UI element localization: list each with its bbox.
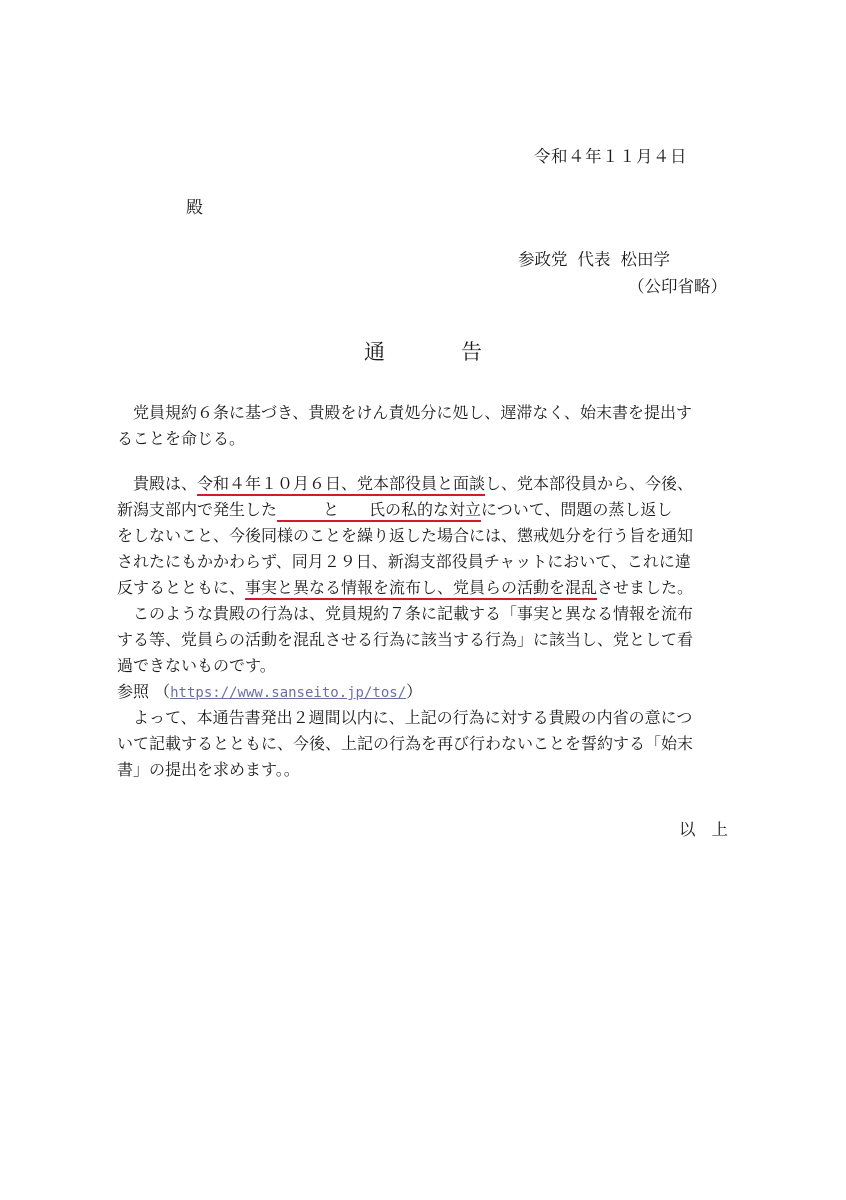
sender bbox=[518, 246, 670, 270]
title-char-1: 通 bbox=[364, 340, 385, 364]
reference-link[interactable]: https://www.sanseito.jp/tos/ bbox=[170, 685, 407, 701]
paragraph4-line3: 書」の提出を求めます。。 bbox=[117, 760, 300, 779]
paragraph3-line1: このような貴殿の行為は、党員規約７条に記載する「事実と異なる情報を流布 bbox=[117, 604, 694, 623]
seal-note: （公印省略） bbox=[628, 277, 727, 296]
p2-l1-rest: し、党本部役員から、今後、 bbox=[485, 474, 694, 493]
sender-role: 代表 bbox=[577, 250, 611, 269]
paragraph2-line2 bbox=[117, 497, 732, 523]
p2-l2-rest: について、問題の蒸し返し bbox=[481, 500, 673, 519]
closing-char-1: 以 bbox=[679, 820, 696, 839]
sender-party: 参政党 bbox=[518, 250, 568, 269]
paragraph2-line5 bbox=[117, 575, 732, 601]
underlined-private-conflict bbox=[277, 500, 481, 522]
closing-mark bbox=[679, 816, 728, 840]
paragraph3-line3: 過できないものです。 bbox=[117, 656, 276, 675]
p2-l5-rest: させました。 bbox=[597, 578, 694, 597]
paragraph4-line2: いて記載するとともに、今後、上記の行為を再び行わないことを誓約する「始末 bbox=[117, 734, 694, 753]
paragraph1-line2: ることを命じる。 bbox=[117, 429, 246, 448]
recipient-honorific: 殿 bbox=[186, 198, 203, 218]
underlined-misinformation: 事実と異なる情報を流布し、党員らの活動を混乱 bbox=[245, 578, 597, 600]
p2-l1-text: 貴殿は、 bbox=[117, 474, 198, 493]
paragraph3-line2: する等、党員らの活動を混乱させる行為に該当する行為」に該当し、党として看 bbox=[117, 630, 694, 649]
reference-label: 参照 bbox=[117, 682, 150, 701]
paragraph1-line1: 党員規約６条に基づき、貴殿をけん責処分に処し、遅滞なく、始末書を提出す bbox=[117, 403, 693, 422]
reference-open-paren: （ bbox=[154, 682, 171, 701]
reference-line bbox=[117, 679, 732, 705]
underlined-meeting-date: 令和４年１０月６日、党本部役員と面談 bbox=[197, 474, 485, 496]
paragraph2-line4: されたにもかかわらず、同月２９日、新潟支部役員チャットにおいて、これに違 bbox=[117, 552, 691, 571]
paragraph2-line3: をしないこと、今後同様のことを繰り返した場合には、懲戒処分を行う旨を通知 bbox=[117, 526, 694, 545]
p2-l2-text: 新潟支部内で発生した bbox=[117, 500, 278, 519]
title-char-2: 告 bbox=[461, 340, 482, 364]
paragraph4-line1: よって、本通告書発出２週間以内に、上記の行為に対する貴殿の内省の意につ bbox=[117, 708, 693, 727]
paragraph2-line1 bbox=[117, 471, 732, 497]
conflict-text: 氏の私的な対立 bbox=[369, 500, 482, 519]
conflict-and: と bbox=[323, 500, 340, 519]
recipient bbox=[118, 193, 203, 218]
document-body bbox=[117, 400, 732, 783]
sender-name: 松田学 bbox=[620, 250, 670, 269]
date: 令和４年１１月４日 bbox=[534, 147, 687, 166]
reference-close-paren: ） bbox=[406, 682, 423, 701]
p2-l5-text: 反するとともに、 bbox=[117, 578, 246, 597]
document-title bbox=[0, 336, 846, 366]
closing-char-2: 上 bbox=[711, 820, 728, 839]
